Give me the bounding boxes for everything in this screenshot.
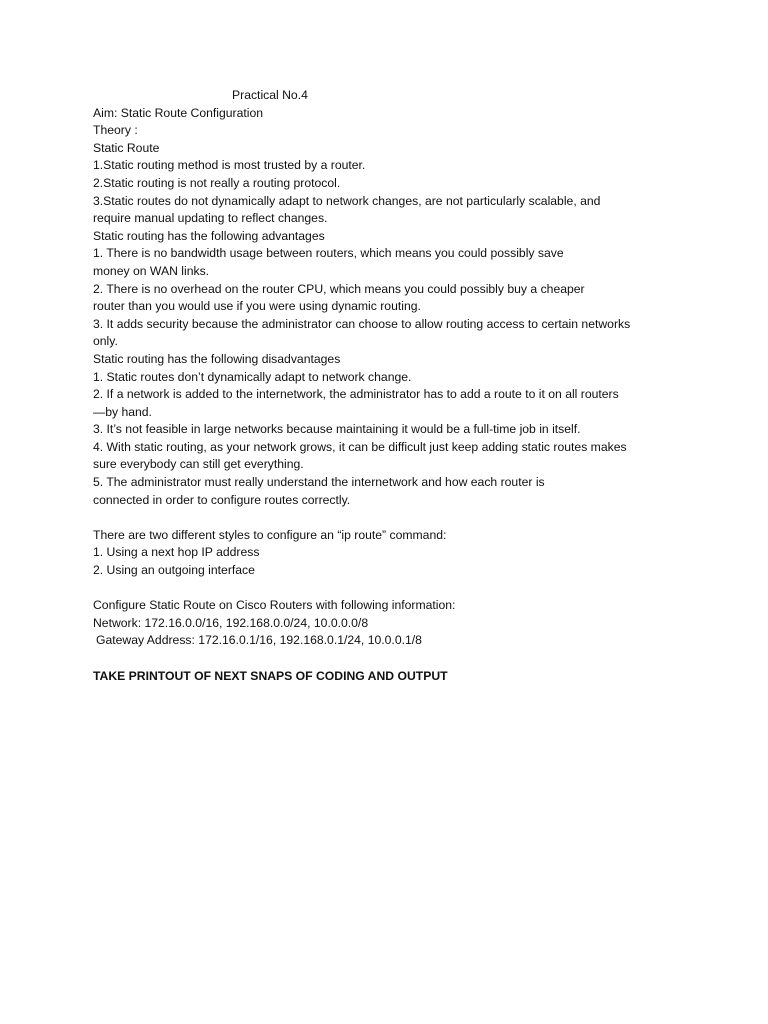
disadvantage-line-4: 3. It’s not feasible in large networks because maintaining it would be a full-time job in itself.	[93, 422, 581, 437]
disadvantage-line-2: 2. If a network is added to the internetwork, the administrator has to add a route to it on all routers	[93, 387, 619, 402]
disadvantage-line-3: —by hand.	[93, 404, 152, 419]
advantage-line-1: 1. There is no bandwidth usage between routers, which means you could possibly save	[93, 246, 564, 261]
disadvantage-line-7: 5. The administrator must really understand the internetwork and how each router is	[93, 475, 545, 490]
spacer	[93, 509, 683, 527]
spacer	[93, 580, 683, 598]
printout-instruction: TAKE PRINTOUT OF NEXT SNAPS OF CODING AND OUTPUT	[93, 668, 448, 683]
advantage-line-3: 2. There is no overhead on the router CPU, which means you could possibly buy a cheaper	[93, 281, 585, 296]
document-body	[93, 87, 683, 685]
advantage-line-4: router than you would use if you were using dynamic routing.	[93, 299, 421, 314]
gateway-line: Gateway Address: 172.16.0.1/16, 192.168.0.1/24, 10.0.0.1/8	[96, 633, 422, 648]
theory-heading: Theory :	[93, 123, 138, 138]
aim-line: Aim: Static Route Configuration	[93, 105, 264, 120]
disadvantage-line-8: connected in order to configure routes correctly.	[93, 492, 351, 507]
point-3-continued: require manual updating to reflect changes.	[93, 211, 328, 226]
network-line: Network: 172.16.0.0/16, 192.168.0.0/24, 10.0.0.0/8	[93, 615, 369, 630]
advantages-heading: Static routing has the following advantages	[93, 228, 325, 243]
disadvantage-line-6: sure everybody can still get everything.	[93, 457, 304, 472]
advantage-line-2: money on WAN links.	[93, 263, 210, 278]
style-1: 1. Using a next hop IP address	[93, 545, 260, 560]
disadvantage-line-5: 4. With static routing, as your network grows, it can be difficult just keep adding static routes makes	[93, 439, 627, 454]
advantage-line-5: 3. It adds security because the administrator can choose to allow routing access to certain networks	[93, 316, 631, 331]
advantage-line-6: only.	[93, 334, 118, 349]
disadvantage-line-1: 1. Static routes don’t dynamically adapt to network change.	[93, 369, 412, 384]
disadvantages-heading: Static routing has the following disadvantages	[93, 351, 341, 366]
page-title: Practical No.4	[232, 88, 308, 102]
style-2: 2. Using an outgoing interface	[93, 563, 255, 578]
point-1: 1.Static routing method is most trusted by a router.	[93, 158, 366, 173]
configure-intro: Configure Static Route on Cisco Routers with following information:	[93, 598, 456, 613]
point-2: 2.Static routing is not really a routing protocol.	[93, 175, 341, 190]
spacer	[93, 650, 683, 668]
static-route-heading: Static Route	[93, 140, 160, 155]
point-3: 3.Static routes do not dynamically adapt to network changes, are not particularly scalable, and	[93, 193, 601, 208]
styles-intro: There are two different styles to configure an “ip route” command:	[93, 527, 447, 542]
